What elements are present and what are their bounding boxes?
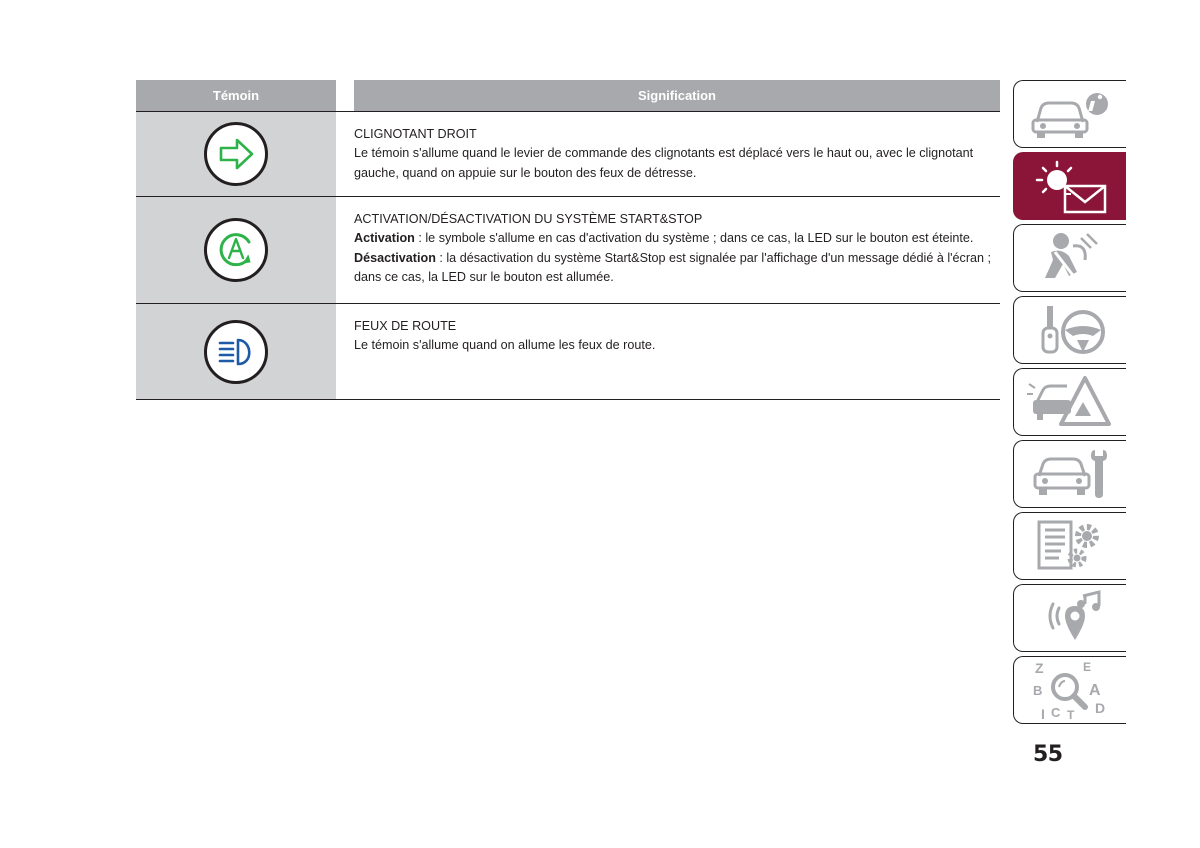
index-letter-z: Z — [1035, 660, 1044, 676]
index-letter-i: I — [1041, 706, 1045, 722]
index-search-icon — [1025, 657, 1115, 723]
table-row — [136, 196, 1000, 303]
tab-maintenance[interactable] — [1013, 440, 1126, 508]
header-signification: Signification — [354, 80, 1000, 111]
signal-table — [136, 80, 1000, 400]
tab-index[interactable] — [1013, 656, 1126, 724]
deactivation-label: Désactivation — [354, 250, 436, 265]
table-row — [136, 111, 1000, 196]
row-title: CLIGNOTANT DROIT — [354, 127, 477, 141]
high-beam-icon — [204, 320, 268, 384]
airbag-safety-icon — [1025, 228, 1115, 288]
activation-text: : le symbole s'allume en cas d'activation du système ; dans ce cas, la LED sur le bouton est éteinte. — [414, 231, 974, 246]
key-steering-wheel-icon — [1025, 300, 1115, 360]
tab-multimedia[interactable] — [1013, 584, 1126, 652]
index-letter-a: A — [1089, 682, 1101, 699]
tab-emergency[interactable] — [1013, 368, 1126, 436]
deactivation-text: : la désactivation du système Start&Stop est signalée par l'affichage d'un message dédié à l'écran ; dans ce cas, la LED sur le bouton est allumée. — [354, 250, 992, 285]
tab-car-info[interactable] — [1013, 80, 1126, 148]
multimedia-icon — [1025, 588, 1115, 648]
car-info-icon — [1025, 86, 1115, 142]
right-turn-indicator-icon — [204, 122, 268, 186]
tab-safety[interactable] — [1013, 224, 1126, 292]
index-letter-c: C — [1051, 705, 1061, 720]
table-row — [136, 303, 1000, 400]
table-header — [136, 80, 1000, 111]
activation-label: Activation — [354, 231, 415, 246]
index-letter-d: D — [1095, 700, 1106, 716]
tab-technical-data[interactable] — [1013, 512, 1126, 580]
row-title: FEUX DE ROUTE — [354, 319, 457, 333]
tab-starting-driving[interactable] — [1013, 296, 1126, 364]
index-letter-t: T — [1067, 708, 1075, 722]
warning-lights-message-icon — [1025, 156, 1115, 216]
row-description: Le témoin s'allume quand on allume les feux de route. — [354, 338, 656, 353]
header-temoin: Témoin — [136, 80, 336, 111]
page-number: 55 — [1033, 742, 1063, 767]
car-maintenance-wrench-icon — [1025, 444, 1115, 504]
index-letter-b: B — [1033, 683, 1043, 698]
car-crash-warning-icon — [1025, 372, 1115, 432]
row-description: Le témoin s'allume quand le levier de commande des clignotants est déplacé vers le haut ou, avec le clignotant gauche, quand on appuie sur le bouton des feux de détresse. — [354, 146, 974, 180]
start-stop-icon — [204, 218, 268, 282]
tab-warning-lights[interactable] — [1013, 152, 1126, 220]
index-letter-e: E — [1083, 660, 1092, 674]
row-title: ACTIVATION/DÉSACTIVATION DU SYSTÈME START&STOP — [354, 212, 703, 226]
specs-gears-icon — [1025, 516, 1115, 576]
